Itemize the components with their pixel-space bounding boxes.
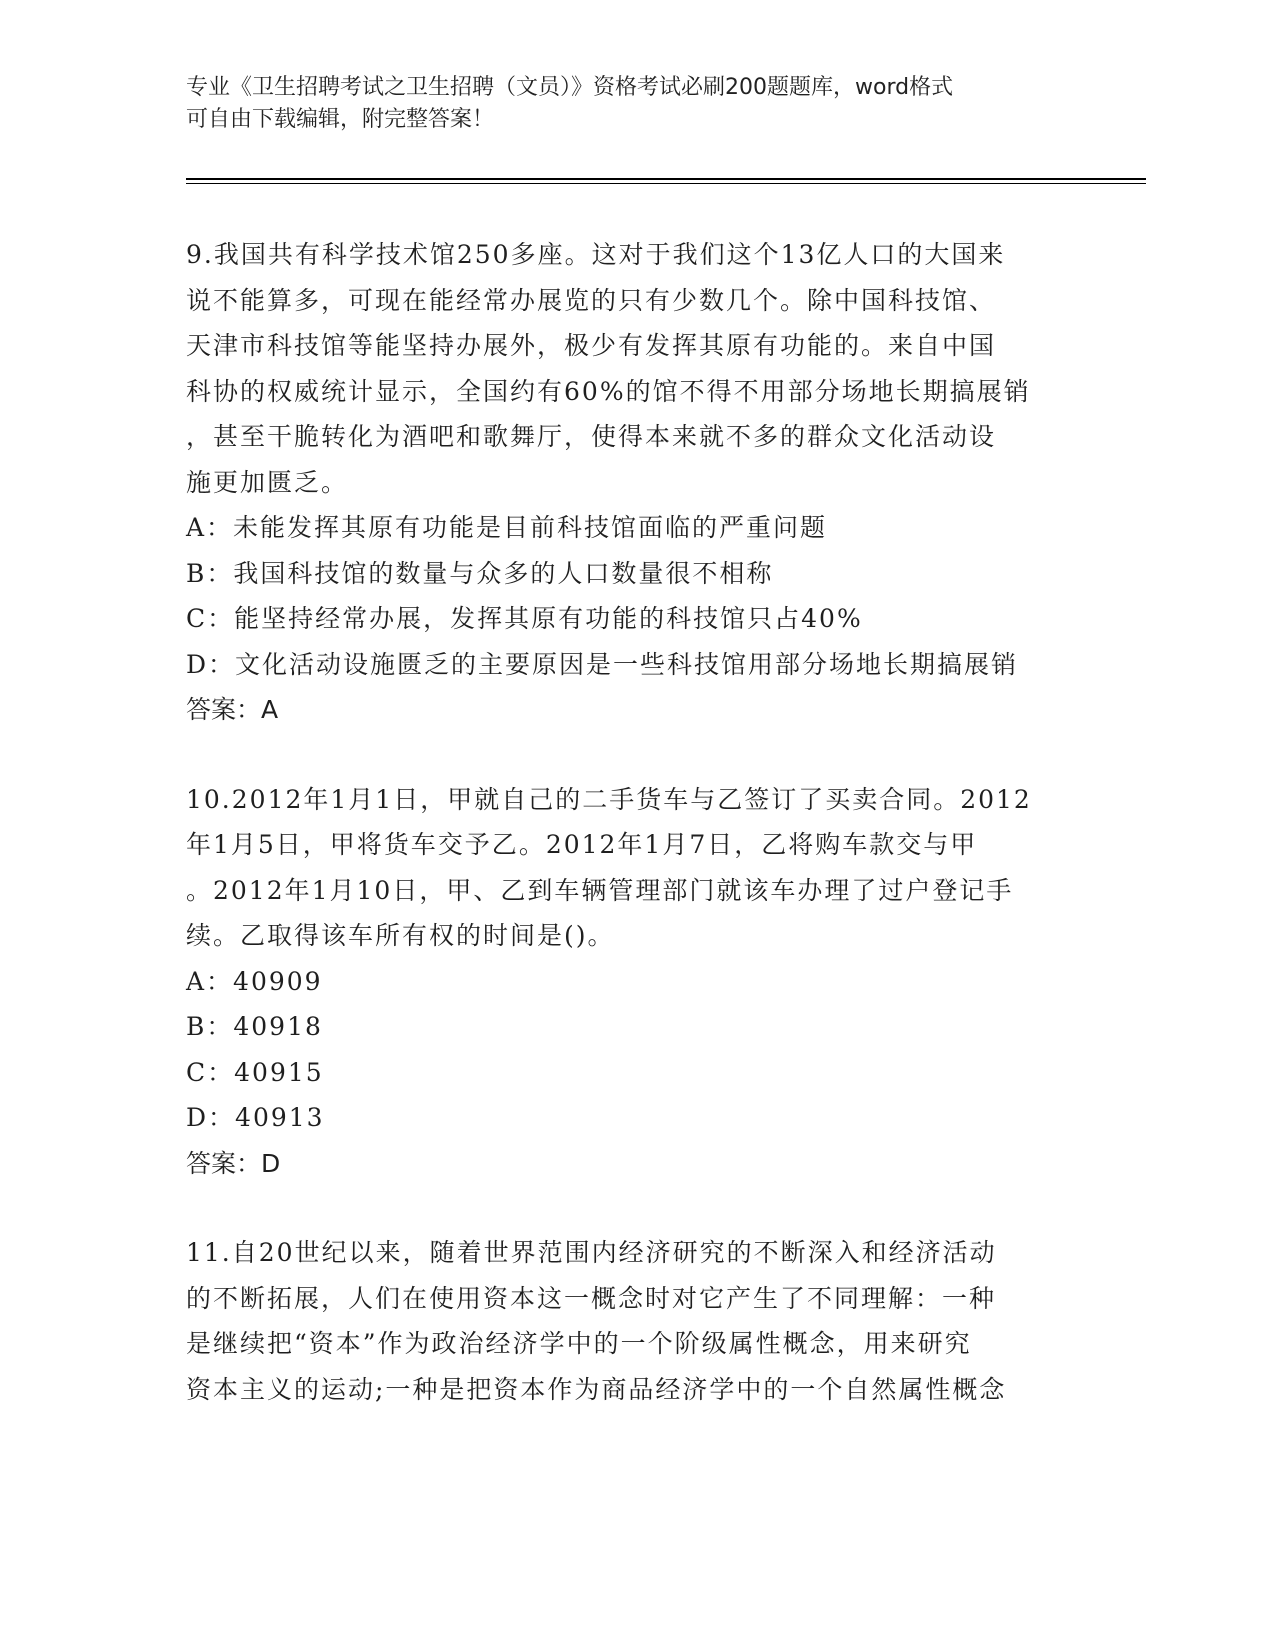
question-text-line: 资本主义的运动;一种是把资本作为商品经济学中的一个自然属性概念	[186, 1374, 1007, 1404]
question-text-line: 。2012年1月10日，甲、乙到车辆管理部门就该车办理了过户登记手	[186, 875, 1014, 905]
question-text-line: 的不断拓展，人们在使用资本这一概念时对它产生了不同理解：一种	[186, 1283, 997, 1313]
question-text-line: 施更加匮乏。	[186, 467, 349, 497]
header-rule-thin	[186, 183, 1146, 184]
question-text-line: 年1月5日，甲将货车交予乙。2012年1月7日，乙将购车款交与甲	[186, 830, 978, 859]
question-text-line: 续。乙取得该车所有权的时间是()。	[186, 921, 615, 950]
question-9	[186, 232, 1086, 733]
question-list	[186, 232, 1086, 1412]
question-spacer	[186, 1186, 1086, 1230]
option-a: A：40909	[186, 966, 323, 996]
question-text-line: 说不能算多，可现在能经常办展览的只有少数几个。除中国科技馆、	[186, 285, 997, 315]
question-text-line: 天津市科技馆等能坚持办展外，极少有发挥其原有功能的。来自中国	[186, 331, 997, 360]
question-10	[186, 777, 1086, 1187]
question-text-line: 10.2012年1月1日，甲就自己的二手货车与乙签订了买卖合同。2012	[186, 784, 1032, 814]
answer: 答案：A	[186, 695, 279, 724]
option-d: D：文化活动设施匮乏的主要原因是一些科技馆用部分场地长期搞展销	[186, 649, 1019, 679]
option-c: C：能坚持经常办展，发挥其原有功能的科技馆只占40%	[186, 604, 863, 633]
header-line-2: 可自由下载编辑，附完整答案！	[186, 107, 495, 132]
option-a: A：未能发挥其原有功能是目前科技馆面临的严重问题	[186, 513, 828, 542]
question-text-line: 是继续把“资本”作为政治经济学中的一个阶级属性概念，用来研究	[186, 1329, 972, 1358]
document-header	[186, 72, 1086, 136]
question-text-line: 科协的权威统计显示，全国约有60%的馆不得不用部分场地长期搞展销	[186, 376, 1031, 406]
question-text-line: 11.自20世纪以来，随着世界范围内经济研究的不断深入和经济活动	[186, 1238, 997, 1267]
answer: 答案：D	[186, 1148, 281, 1178]
question-text-line: 9.我国共有科学技术馆250多座。这对于我们这个13亿人口的大国来	[186, 240, 1006, 269]
header-rule-thick	[186, 178, 1146, 180]
question-spacer	[186, 733, 1086, 777]
header-line-1: 专业《卫生招聘考试之卫生招聘（文员）》资格考试必刷200题题库，word格式	[186, 75, 954, 100]
option-d: D：40913	[186, 1103, 325, 1132]
question-11	[186, 1230, 1086, 1412]
question-text-line: ，甚至干脆转化为酒吧和歌舞厅，使得本来就不多的群众文化活动设	[186, 422, 997, 451]
option-b: B：40918	[186, 1012, 323, 1041]
option-b: B：我国科技馆的数量与众多的人口数量很不相称	[186, 558, 774, 588]
option-c: C：40915	[186, 1057, 324, 1087]
